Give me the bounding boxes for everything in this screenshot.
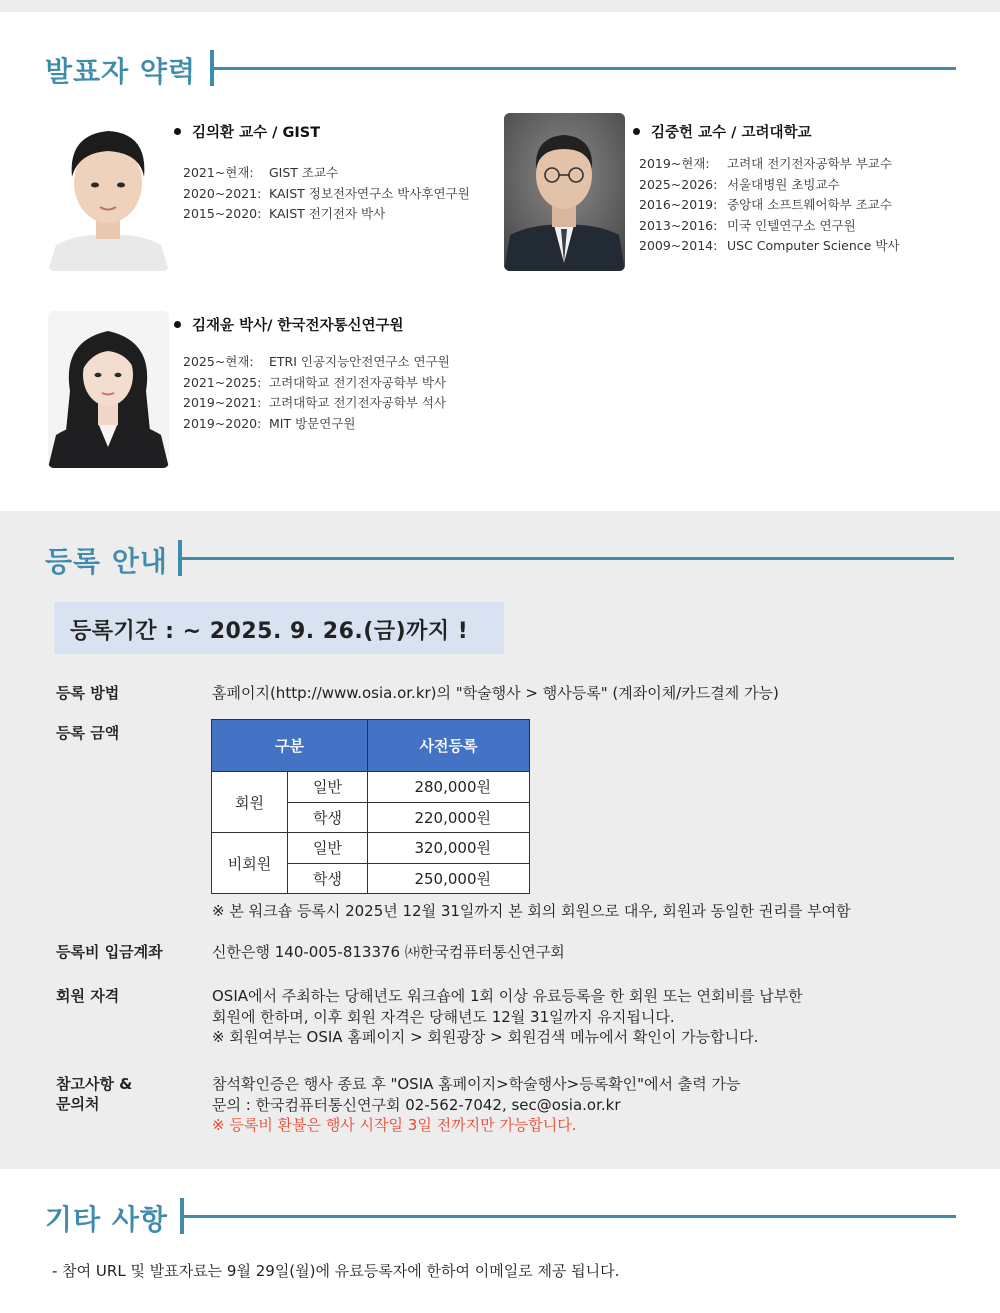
career-desc: 고려대 전기전자공학부 부교수 — [727, 156, 892, 171]
career-row — [639, 175, 899, 196]
career-period: 2019~현재: — [639, 156, 710, 171]
title-underline — [212, 67, 956, 70]
fee-amount-cell: 250,000원 — [368, 863, 530, 894]
career-desc: 고려대학교 전기전자공학부 석사 — [269, 395, 446, 410]
speaker-name-1 — [174, 121, 320, 142]
career-period: 2013~2016: — [639, 217, 718, 233]
account-label: 등록비 입금계좌 — [56, 943, 163, 961]
fee-type-cell: 학생 — [288, 802, 368, 833]
career-period: 2025~현재: — [183, 354, 254, 369]
speaker-name-text: 김의환 교수 / GIST — [192, 125, 321, 141]
fee-note: ※ 본 워크숍 등록시 2025년 12월 31일까지 본 회의 회원으로 대우, 회원과 동일한 권리를 부여함 — [212, 902, 851, 920]
fee-table-header — [212, 720, 530, 772]
speaker-name-2 — [633, 121, 812, 142]
career-desc: 고려대학교 전기전자공학부 박사 — [269, 374, 446, 390]
speaker-career-3 — [183, 352, 450, 434]
table-row — [212, 772, 530, 803]
fee-type-cell: 일반 — [288, 772, 368, 803]
career-row — [639, 236, 899, 257]
speaker-name-text: 김재윤 박사/ 한국전자통신연구원 — [192, 318, 404, 334]
career-desc: KAIST 정보전자연구소 박사후연구원 — [269, 185, 470, 201]
member-line: 회원에 한하며, 이후 회원 자격은 당해년도 12월 31일까지 유지됩니다. — [212, 1007, 675, 1026]
fee-type-cell: 일반 — [288, 833, 368, 864]
career-period: 2021~현재: — [183, 165, 254, 180]
speaker-photo-3 — [48, 311, 169, 468]
method-value: 홈페이지(http://www.osia.or.kr)의 "학술행사 > 행사등록" (계좌이체/카드결제 가능) — [212, 684, 779, 702]
speaker-name-text: 김중헌 교수 / 고려대학교 — [651, 125, 812, 141]
career-row — [183, 373, 450, 394]
fee-amount-cell: 220,000원 — [368, 802, 530, 833]
section-title-etc: 기타 사항 — [45, 1203, 168, 1236]
career-row — [183, 414, 450, 435]
career-period: 2019~2020: — [183, 415, 262, 431]
reference-line: 문의 : 한국컴퓨터통신연구회 02-562-7042, sec@osia.or.kr — [212, 1095, 621, 1114]
career-row — [183, 204, 470, 225]
career-period: 2025~2026: — [639, 176, 718, 192]
fee-group-cell: 회원 — [212, 772, 288, 833]
career-desc: 중앙대 소프트웨어학부 조교수 — [727, 197, 892, 212]
reference-label-line: 참고사항 & — [56, 1075, 133, 1093]
career-desc: GIST 조교수 — [269, 165, 339, 180]
career-row — [639, 216, 899, 237]
speaker-name-3 — [174, 314, 404, 335]
career-desc: USC Computer Science 박사 — [727, 238, 900, 253]
registration-period-banner: 등록기간 : ~ 2025. 9. 26.(금)까지 ! — [54, 602, 504, 654]
speaker-photo-2 — [504, 113, 625, 271]
career-period: 2020~2021: — [183, 185, 262, 201]
refund-warning: ※ 등록비 환불은 행사 시작일 3일 전까지만 가능합니다. — [212, 1116, 577, 1134]
title-underline — [180, 557, 954, 560]
bullet-icon — [633, 128, 640, 135]
etc-bullet: - 참여 URL 및 발표자료는 9월 29일(월)에 유료등록자에 한하여 이메일로 제공 됩니다. — [52, 1262, 620, 1280]
career-period: 2016~2019: — [639, 197, 718, 212]
fee-type-cell: 학생 — [288, 863, 368, 894]
bullet-icon — [174, 321, 181, 328]
fee-table — [211, 719, 530, 894]
fee-amount-cell: 320,000원 — [368, 833, 530, 864]
fee-header-preregistration: 사전등록 — [368, 720, 530, 772]
career-desc: MIT 방문연구원 — [269, 415, 356, 431]
career-desc: ETRI 인공지능안전연구소 연구원 — [269, 354, 450, 369]
member-value — [212, 986, 803, 1048]
method-label: 등록 방법 — [56, 684, 120, 702]
career-row — [183, 393, 450, 414]
table-row — [212, 833, 530, 864]
career-row — [183, 184, 470, 205]
speaker-career-2 — [639, 154, 899, 257]
career-row — [639, 195, 899, 216]
member-label: 회원 자격 — [56, 987, 120, 1005]
career-desc: 미국 인텔연구소 연구원 — [727, 217, 856, 233]
career-row — [639, 154, 899, 175]
career-period: 2019~2021: — [183, 395, 262, 410]
career-period: 2021~2025: — [183, 374, 262, 390]
reference-label-line: 문의처 — [56, 1095, 100, 1113]
fee-group-cell: 비회원 — [212, 833, 288, 894]
career-period: 2015~2020: — [183, 206, 262, 221]
section-title-speakers: 발표자 약력 — [45, 55, 196, 88]
reference-line: 참석확인증은 행사 종료 후 "OSIA 홈페이지>학술행사>등록확인"에서 출력 가능 — [212, 1075, 741, 1093]
career-row — [183, 352, 450, 373]
career-desc: KAIST 전기전자 박사 — [269, 206, 386, 221]
speaker-photo-1 — [48, 113, 169, 271]
fee-header-category: 구분 — [212, 720, 368, 772]
member-line: OSIA에서 주최하는 당해년도 워크숍에 1회 이상 유료등록을 한 회원 또는 연회비를 납부한 — [212, 987, 803, 1005]
career-row — [183, 163, 470, 184]
career-period: 2009~2014: — [639, 238, 718, 253]
section-title-registration: 등록 안내 — [45, 545, 168, 578]
reference-label — [56, 1074, 132, 1114]
fee-amount-cell: 280,000원 — [368, 772, 530, 803]
top-band — [0, 0, 1000, 12]
account-value: 신한은행 140-005-813376 ㈔한국컴퓨터통신연구회 — [212, 943, 565, 961]
bullet-icon — [174, 128, 181, 135]
speaker-career-1 — [183, 163, 470, 225]
fee-label: 등록 금액 — [56, 724, 120, 742]
reference-value — [212, 1074, 741, 1136]
member-line: ※ 회원여부는 OSIA 홈페이지 > 회원광장 > 회원검색 메뉴에서 확인이 가능합니다. — [212, 1028, 759, 1046]
title-underline — [182, 1215, 956, 1218]
career-desc: 서울대병원 초빙교수 — [727, 176, 840, 192]
